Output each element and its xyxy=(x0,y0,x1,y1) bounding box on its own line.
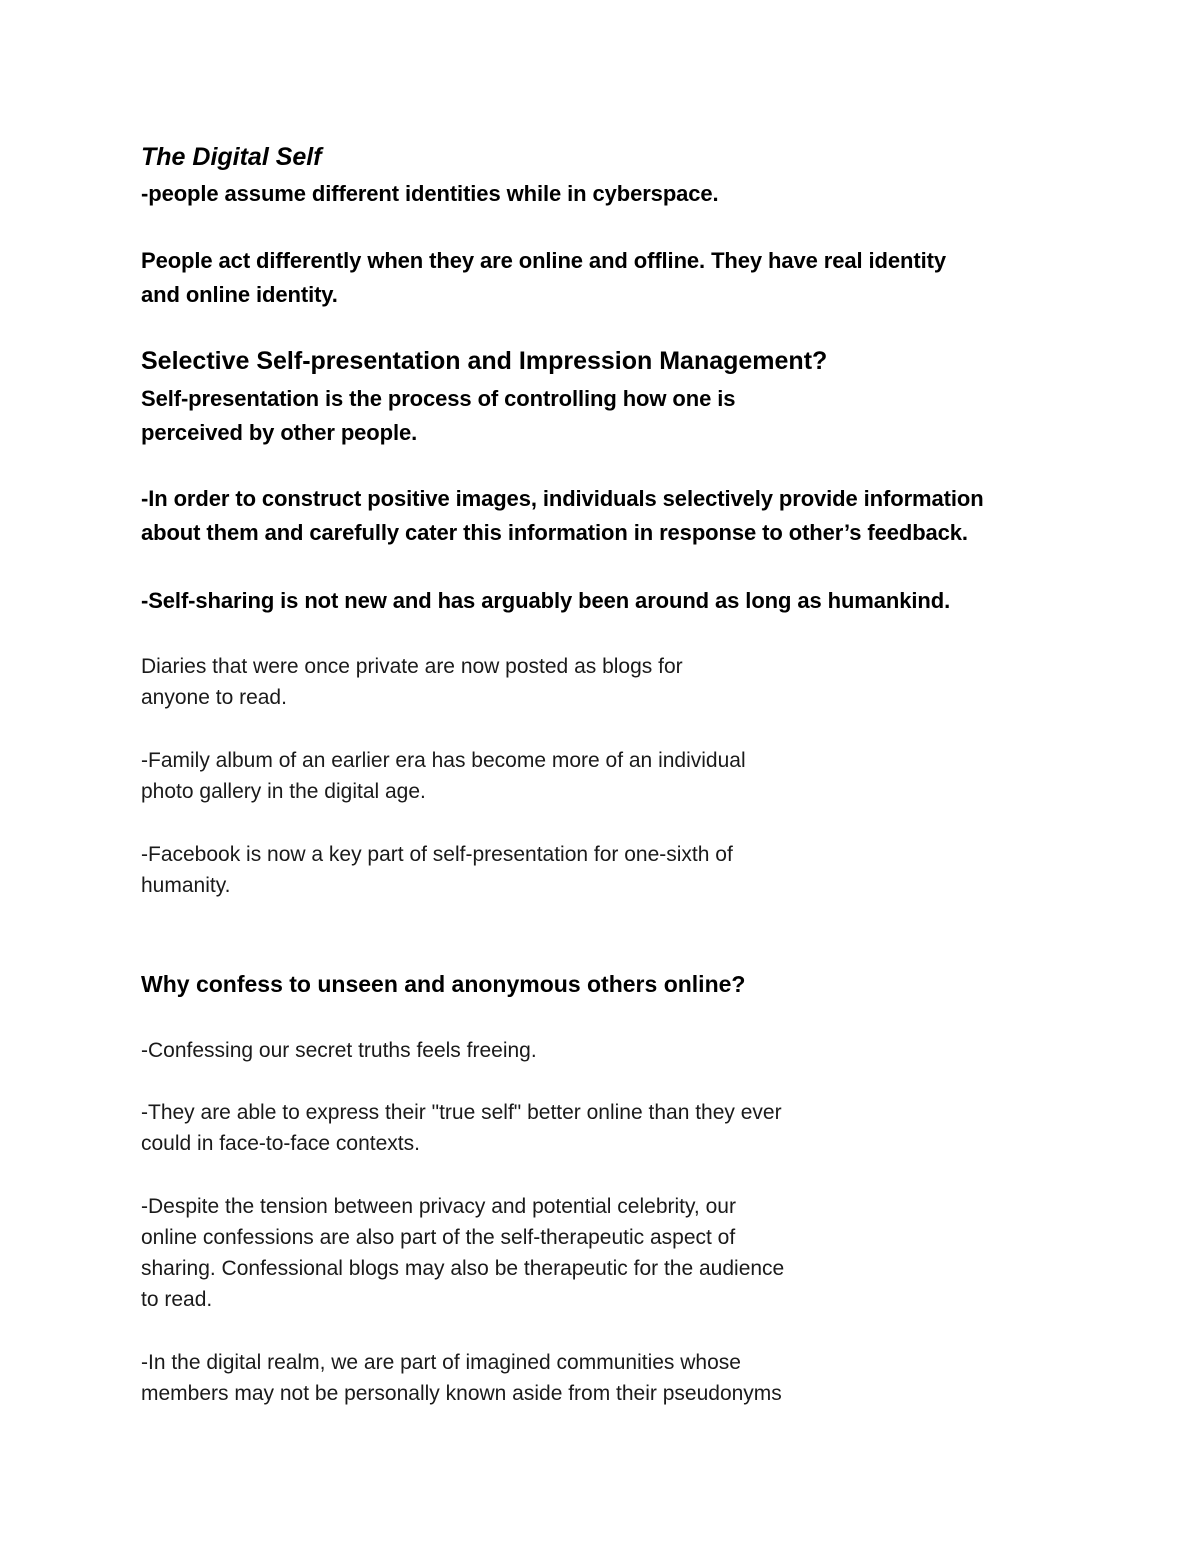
point-line: online confessions are also part of the self-therapeutic aspect of xyxy=(141,1226,736,1249)
example-line: Diaries that were once private are now posted as blogs for xyxy=(141,655,683,678)
definition-line: perceived by other people. xyxy=(141,420,418,445)
point-line: -In order to construct positive images, individuals selectively provide information xyxy=(141,486,984,511)
point-line: -Self-sharing is not new and has arguably been around as long as humankind. xyxy=(141,588,951,613)
point-line: -They are able to express their "true self" better online than they ever xyxy=(141,1101,782,1124)
paragraph-line: and online identity. xyxy=(141,282,338,307)
example-line: anyone to read. xyxy=(141,686,287,709)
definition-line: Self-presentation is the process of controlling how one is xyxy=(141,386,736,411)
example-line: photo gallery in the digital age. xyxy=(141,780,426,803)
point-line: about them and carefully cater this information in response to other’s feedback. xyxy=(141,520,968,545)
intro-line: -people assume different identities while in cyberspace. xyxy=(141,181,719,206)
point-line: members may not be personally known aside from their pseudonyms xyxy=(141,1382,782,1405)
point-line: -In the digital realm, we are part of imagined communities whose xyxy=(141,1351,741,1374)
paragraph-line: People act differently when they are online and offline. They have real identity xyxy=(141,248,946,273)
example-line: -Facebook is now a key part of self-presentation for one-sixth of xyxy=(141,843,733,866)
section-heading: Selective Self-presentation and Impression Management? xyxy=(141,347,828,375)
example-line: -Family album of an earlier era has become more of an individual xyxy=(141,749,746,772)
example-line: humanity. xyxy=(141,874,231,897)
document-title: The Digital Self xyxy=(141,143,322,171)
point-line: sharing. Confessional blogs may also be therapeutic for the audience xyxy=(141,1257,785,1280)
point-line: -Confessing our secret truths feels freeing. xyxy=(141,1039,537,1062)
point-line: to read. xyxy=(141,1288,213,1311)
point-line: -Despite the tension between privacy and potential celebrity, our xyxy=(141,1195,736,1218)
section-heading: Why confess to unseen and anonymous others online? xyxy=(141,971,746,997)
point-line: could in face-to-face contexts. xyxy=(141,1132,420,1155)
